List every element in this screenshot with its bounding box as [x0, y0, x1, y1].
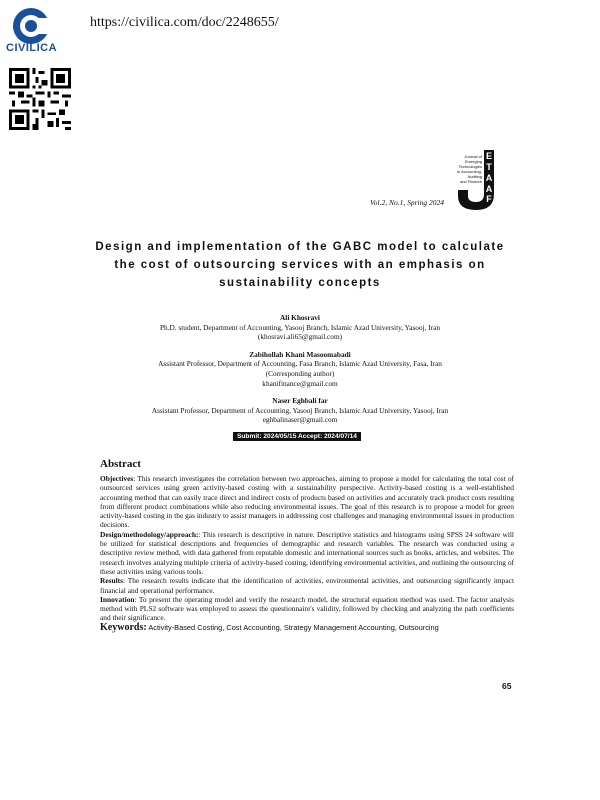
abstract-heading: Abstract [100, 458, 141, 470]
keywords-label: Keywords: [100, 621, 147, 633]
author-name: Naser Eghbali far [272, 396, 328, 406]
document-url[interactable]: https://civilica.com/doc/2248655/ [90, 15, 279, 30]
journal-logo-line: Emerging [464, 159, 482, 164]
abstract-innovation [100, 595, 514, 623]
civilica-logo-text: CIVILICA [6, 42, 58, 54]
author-block [90, 350, 510, 388]
journal-logo-letter: E [485, 151, 493, 161]
section-text: : This research is descriptive in nature. Descriptive statistics and histograms using SPSS 24 software will be utilized for statistical descriptions and frequencies of demographic and research variables. The research was conducted using a descriptive review method, with data gathered from reputable domestic and international sources such as books, articles, and websites. The research involves analyzing multiple criteria of activity-based costing, identifying environmental activities, and outlining the outsourcing of these activities using various tools. [100, 529, 514, 576]
author-name: Ali Khosravi [280, 313, 320, 322]
author-affiliation: Assistant Professor, Department of Accounting, Fasa Branch, Islamic Azad University, Fasa, Iran [158, 359, 442, 369]
journal-logo-line: in Accounting, [457, 169, 482, 174]
abstract-body [100, 474, 514, 632]
author-role: (Corresponding author) [265, 368, 335, 378]
journal-logo-line: and Finance [459, 179, 482, 184]
journal-logo-line: Auditing [467, 174, 482, 179]
journal-logo-line: Technologies [458, 164, 482, 169]
author-email: eghbalinaser@gmail.com [262, 415, 338, 425]
section-text: : The research results indicate that the identification of activities, environmental activities, and outsourcing significantly impact financial and operational performance. [100, 576, 514, 595]
qr-code-icon [9, 68, 71, 130]
journal-logo-letter: A [485, 173, 493, 183]
journal-logo-letter: T [486, 162, 492, 172]
section-text: : To present the operating model and verify the research model, the structural equation method was used. The factor analysis method with PLS2 software was employed to assess the questionnaire's validity, followed by checking and analyzing the path coefficients and their significance. [100, 594, 514, 623]
journal-logo-letter: A [485, 184, 493, 194]
abstract-keywords [100, 623, 514, 632]
journal-logo-letter: F [486, 194, 492, 204]
author-affiliation: Ph.D. student, Department of Accounting, Yasooj Branch, Islamic Azad University, Yasooj, Iran [159, 322, 440, 332]
author-email: (khosravi.ali65@gmail.com) [257, 332, 343, 342]
section-label: Design/methodology/approach: [100, 529, 199, 539]
abstract-objectives [100, 474, 514, 530]
title-line: Design and implementation of the GABC model to calculate [95, 241, 505, 253]
author-email: khanifinance@gmail.com [262, 378, 338, 388]
title-line: the cost of outsourcing services with an emphasis on [114, 259, 486, 271]
keywords-text: Activity-Based Costing, Cost Accounting, Strategy Management Accounting, Outsourcing [146, 622, 439, 632]
author-affiliation: Assistant Professor, Department of Accounting, Yasooj Branch, Islamic Azad University, Yasooj, Iran [151, 405, 449, 415]
author-name: Zabihollah Khani Masoomabadi [249, 349, 351, 359]
section-text: : This research investigates the correlation between two approaches, aiming to propose a model for calculating the total cost of outsourced services using green activity-based costing with a sustainability perspective. Activity-based costing is a well-established accounting method that can easily trace direct and indirect costs of products based on activities and accurately track product costs resulting from different product combinations while also reducing environmental issues. The goal of this research is to propose a model for green activity-based costing in the gas industry to assist managers in addressing cost challenges and managing environmental issues in production decisions. [100, 474, 514, 530]
author-list [90, 313, 510, 433]
section-label: Innovation [100, 594, 135, 604]
author-block [90, 396, 510, 425]
journal-logo-line: Journal of [464, 154, 482, 159]
section-label: Results [100, 576, 123, 586]
author-block [90, 313, 510, 342]
journal-logo-icon [454, 146, 510, 212]
submission-dates-badge: Submit: 2024/05/15 Accept: 2024/07/14 [233, 432, 361, 441]
paper-title [90, 238, 510, 292]
page-number: 65 [502, 681, 512, 691]
section-label: Objectives [100, 474, 134, 483]
abstract-design [100, 530, 514, 576]
abstract-results [100, 576, 514, 595]
title-line: sustainability concepts [219, 277, 381, 289]
volume-info: Vol.2, No.1, Spring 2024 [370, 198, 444, 207]
